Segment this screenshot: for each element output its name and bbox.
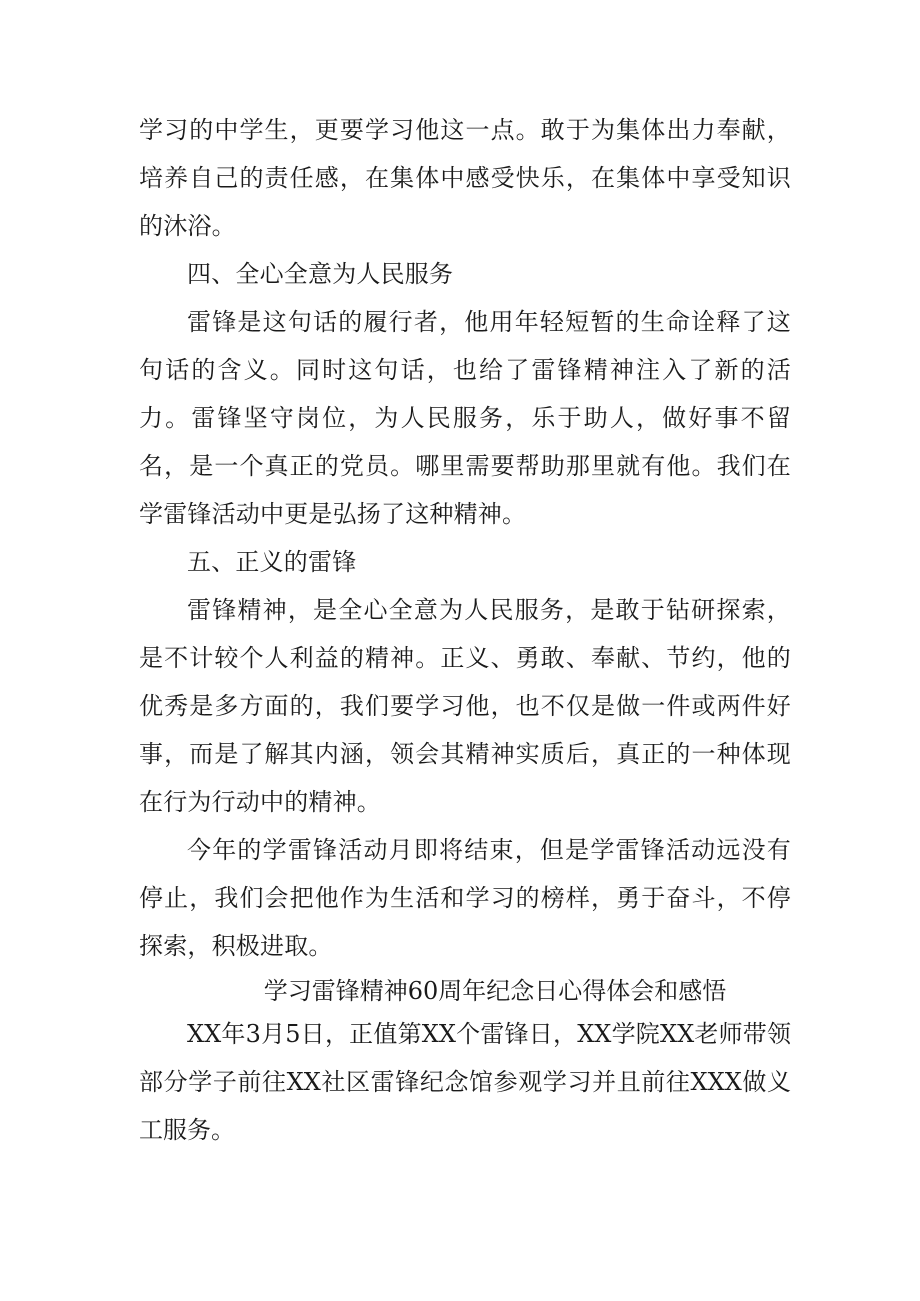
article-lead-paragraph: XX年3月5日，正值第XX个雷锋日，XX学院XX老师带领部分学子前往XX社区雷锋纪念馆参观学习并且前往XXX做义工服务。 (139, 1020, 791, 1144)
paragraph-leifeng-spirit: 雷锋精神，是全心全意为人民服务，是敢于钻研探索，是不计较个人利益的精神。正义、勇敢、奉献、节约，他的优秀是多方面的，我们要学习他，也不仅是做一件或两件好事，而是了解其内涵，领会其精神实质后，真正的一种体现在行为行动中的精神。 (139, 596, 791, 816)
paragraph-serve-people: 雷锋是这句话的履行者，他用年轻短暂的生命诠释了这句话的含义。同时这句话，也给了雷锋精神注入了新的活力。雷锋坚守岗位，为人民服务，乐于助人，做好事不留名，是一个真正的党员。哪里需要帮助那里就有他。我们在学雷锋活动中更是弘扬了这种精神。 (139, 308, 791, 528)
section-heading-serve-people: 四、全心全意为人民服务 (187, 260, 454, 288)
paragraph-collective-spirit: 学习的中学生，更要学习他这一点。敢于为集体出力奉献，培养自己的责任感，在集体中感受快乐，在集体中享受知识的沐浴。 (139, 116, 791, 240)
document-body (139, 106, 791, 1154)
paragraph-conclusion: 今年的学雷锋活动月即将结束，但是学雷锋活动远没有停止，我们会把他作为生活和学习的榜样，勇于奋斗，不停探索，积极进取。 (139, 836, 791, 960)
article-title: 学习雷锋精神60周年纪念日心得体会和感悟 (263, 977, 727, 1005)
section-heading-righteous-leifeng: 五、正义的雷锋 (187, 548, 357, 576)
